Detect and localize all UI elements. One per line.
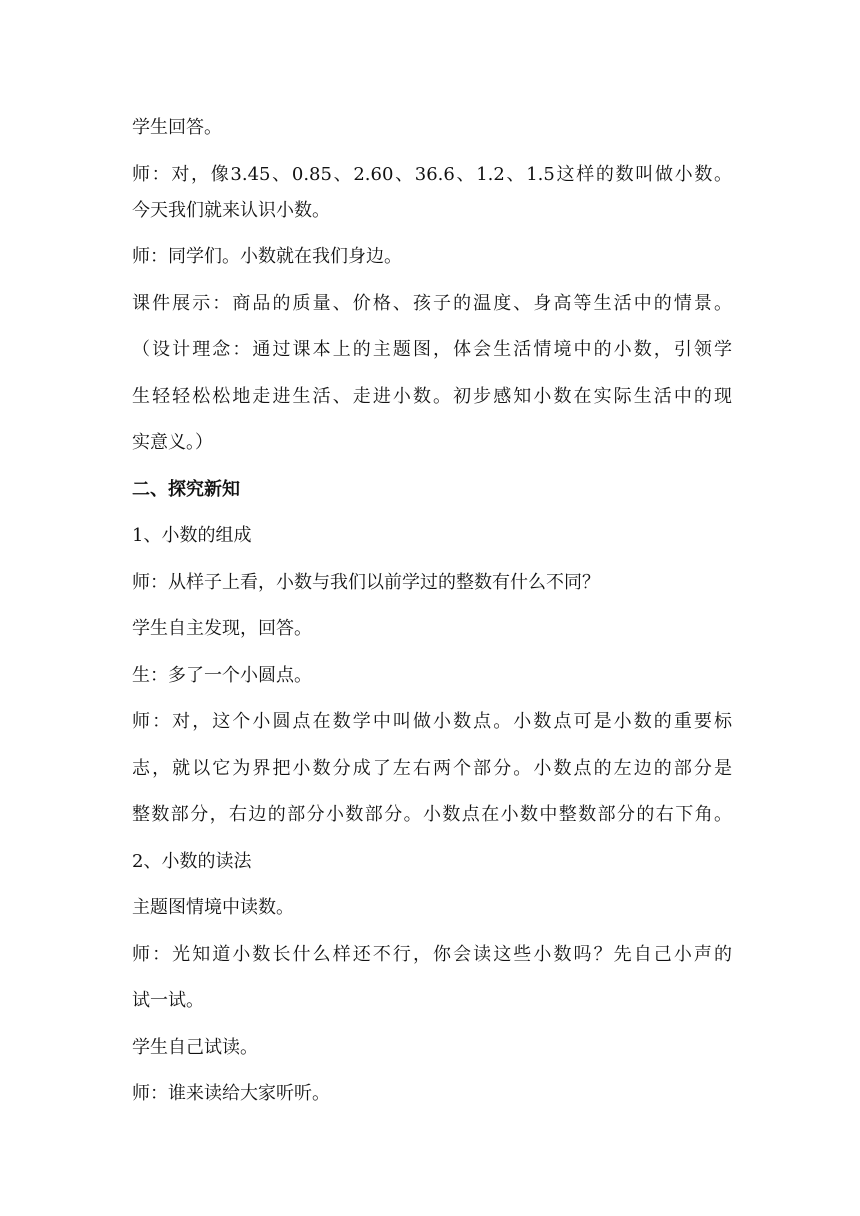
paragraph-today-learn: 今天我们就来认识小数。 — [132, 199, 330, 221]
paragraph-teacher-read-1: 师：光知道小数长什么样还不行，你会读这些小数吗？先自己小声的 — [132, 943, 732, 965]
paragraph-student-answer: 学生回答。 — [132, 117, 222, 138]
paragraph-design-concept-3: 实意义。） — [132, 432, 213, 453]
document-page — [132, 110, 732, 1112]
paragraph-decimal-point-3: 整数部分，右边的部分小数部分。小数点在小数中整数部分的右下角。 — [132, 804, 732, 825]
subheading-decimal-reading: 2、小数的读法 — [132, 850, 252, 872]
paragraph-design-concept-2: 生轻轻松松地走进生活、走进小数。初步感知小数在实际生活中的现 — [132, 385, 732, 407]
paragraph-student-dot: 生：多了一个小圆点。 — [132, 664, 312, 686]
paragraph-theme-reading: 主题图情境中读数。 — [132, 897, 294, 918]
paragraph-decimals-around-us: 师：同学们。小数就在我们身边。 — [132, 246, 402, 267]
paragraph-student-discover: 学生自主发现，回答。 — [132, 618, 312, 639]
paragraph-teacher-question: 师：从样子上看，小数与我们以前学过的整数有什么不同？ — [132, 571, 600, 593]
paragraph-teacher-read-2: 试一试。 — [132, 990, 204, 1011]
paragraph-design-concept-1: （设计理念：通过课本上的主题图，体会生活情境中的小数，引领学 — [132, 339, 732, 360]
section-heading-explore: 二、探究新知 — [132, 478, 240, 500]
paragraph-decimal-point-2: 志，就以它为界把小数分成了左右两个部分。小数点的左边的部分是 — [132, 757, 732, 779]
paragraph-teacher-who-reads: 师：谁来读给大家听听。 — [132, 1083, 330, 1104]
paragraph-decimal-point-1: 师：对，这个小圆点在数学中叫做小数点。小数点可是小数的重要标 — [132, 711, 732, 732]
paragraph-student-try-read: 学生自己试读。 — [132, 1036, 258, 1058]
subheading-decimal-composition: 1、小数的组成 — [132, 525, 252, 546]
paragraph-teacher-decimals-intro: 师：对，像3.45、0.85、2.60、36.6、1.2、1.5这样的数叫做小数。 — [132, 163, 732, 185]
paragraph-courseware-display: 课件展示：商品的质量、价格、孩子的温度、身高等生活中的情景。 — [132, 292, 732, 314]
